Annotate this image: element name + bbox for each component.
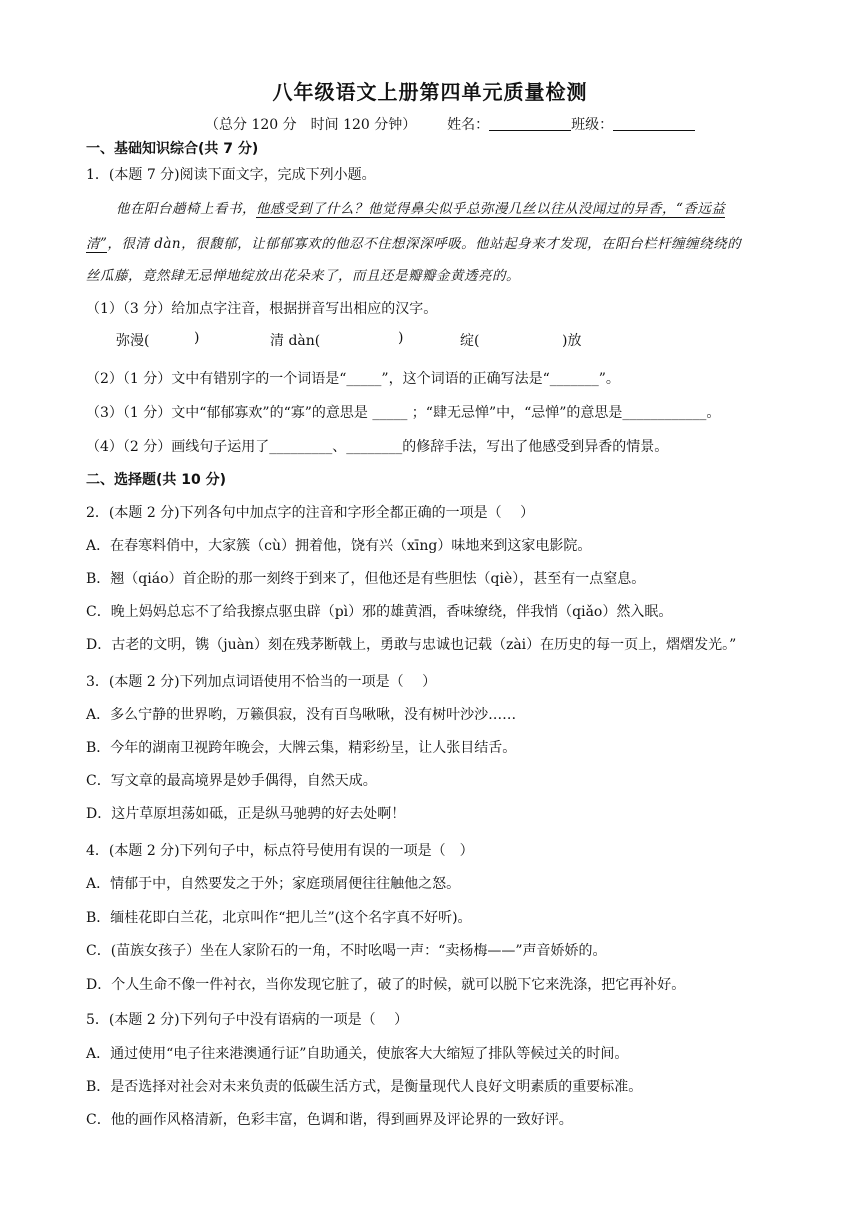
exam-info: （总分 120 分 时间 120 分钟） — [205, 117, 417, 133]
question-3-option-c: C．写文章的最高境界是妙手偶得，自然天成。 — [86, 773, 377, 789]
question-2-option-a: A．在春寒料俏中，大家簇（cù）拥着他，饶有兴（xīng）味地来到这家电影院。 — [86, 538, 592, 554]
question-4-option-d: D．个人生命不像一件衬衣，当你发现它脏了，破了的时候，就可以脱下它来洗涤，把它再补好。 — [86, 977, 686, 993]
subquestion-4: （4）（2 分）画线句子运用了_________、________的修辞手法，写出了他感受到异香的情景。 — [86, 439, 669, 455]
passage-line-3: 丝瓜藤，竟然肆无忌惮地绽放出花朵来了，而且还是瓣瓣金黄透亮的。 — [86, 268, 520, 284]
question-1-stem: 1．(本题 7 分)阅读下面文字，完成下列小题。 — [86, 167, 376, 183]
question-5-option-a: A．通过使用“电子往来港澳通行证”自助通关，使旅客大大缩短了排队等候过关的时间。 — [86, 1046, 629, 1062]
question-2-option-c: C．晚上妈妈总忘不了给我擦点驱虫辟（pì）邪的雄黄酒，香味缭绕，伴我悄（qiǎo）然入眠。 — [86, 604, 673, 620]
passage-line-1 — [116, 197, 725, 217]
passage-text: ，很清 dàn，很馥郁，让郁郁寡欢的他忍不住想深深呼吸。他站起身来才发现，在阳台栏杆缠缠绕绕的 — [107, 236, 742, 252]
subquestion-1: （1）（3 分）给加点字注音，根据拼音写出相应的汉字。 — [86, 301, 438, 317]
question-3-option-d: D．这片草原坦荡如砥，正是纵马驰骋的好去处啊！ — [86, 806, 406, 822]
section-2-heading: 二、选择题(共 10 分) — [86, 472, 227, 488]
question-3-option-a: A．多么宁静的世界哟，万籁俱寂，没有百鸟啾啾，没有树叶沙沙…… — [86, 707, 517, 723]
underlined-sentence: 他感受到了什么？他觉得鼻尖似乎总弥漫几丝以往从没闻过的异香，“香远益 — [256, 201, 726, 217]
passage-line-2 — [86, 232, 741, 252]
passage-text: 他在阳台趟椅上看书， — [116, 201, 256, 217]
page-title: 八年级语文上册第四单元质量检测 — [272, 80, 588, 104]
question-2-option-b: B．翘（qiáo）首企盼的那一刻终于到来了，但他还是有些胆怯（qiè），甚至有一点窒息。 — [86, 571, 646, 587]
question-5-stem: 5．(本题 2 分)下列句子中没有语病的一项是（ ） — [86, 1012, 409, 1028]
blank-item-qing-dan: 清 dàn( — [270, 333, 321, 349]
class-label: 班级： — [571, 117, 614, 133]
blank-item-mi-man: 弥漫( — [116, 333, 150, 349]
blank-item-zhan: 绽( — [460, 333, 480, 349]
underlined-sentence-end: 清” — [86, 236, 108, 252]
exam-info-line — [205, 114, 695, 134]
question-4-option-a: A．情郁于中，自然要发之于外；家庭琐屑便往往触他之怒。 — [86, 876, 461, 892]
question-2-option-d: D．古老的文明，镌（juàn）刻在残茅断戟上，勇敢与忠诚也记载（zài）在历史的每一页上，熠熠发光。” — [86, 637, 737, 653]
subquestion-3: （3）（1 分）文中“郁郁寡欢”的“寡”的意思是 _____ ；“肆无忌惮”中，“忌惮”的意思是____________。 — [86, 405, 721, 421]
question-4-option-c: C．(苗族女孩子）坐在人家阶石的一角，不时吆喝一声：“卖杨梅——”声音娇娇的。 — [86, 943, 607, 959]
question-3-stem: 3．(本题 2 分)下列加点词语使用不恰当的一项是（ ） — [86, 674, 437, 690]
name-label: 姓名： — [447, 117, 490, 133]
class-blank[interactable] — [613, 116, 695, 131]
blank-close: ) — [194, 330, 200, 346]
blank-close: ) — [398, 330, 404, 346]
section-1-heading: 一、基础知识综合(共 7 分) — [86, 141, 259, 157]
blank-item-fang: )放 — [562, 333, 582, 349]
question-4-option-b: B．缅桂花即白兰花，北京叫作“把儿兰”(这个名字真不好听)。 — [86, 910, 472, 926]
name-blank[interactable] — [489, 116, 571, 131]
question-4-stem: 4．(本题 2 分)下列句子中，标点符号使用有误的一项是（ ） — [86, 843, 474, 859]
subquestion-1-blanks — [116, 330, 756, 350]
question-2-stem: 2．(本题 2 分)下列各句中加点字的注音和字形全都正确的一项是（ ） — [86, 505, 535, 521]
subquestion-2: （2）（1 分）文中有错别字的一个词语是“_____”，这个词语的正确写法是“_______”。 — [86, 371, 620, 387]
question-3-option-b: B．今年的湖南卫视跨年晚会，大牌云集，精彩纷呈，让人张目结舌。 — [86, 740, 517, 756]
question-5-option-b: B．是否选择对社会对未来负责的低碳生活方式，是衡量现代人良好文明素质的重要标准。 — [86, 1079, 643, 1095]
question-5-option-c: C．他的画作风格清新，色彩丰富，色调和谐，得到画界及评论界的一致好评。 — [86, 1112, 573, 1128]
